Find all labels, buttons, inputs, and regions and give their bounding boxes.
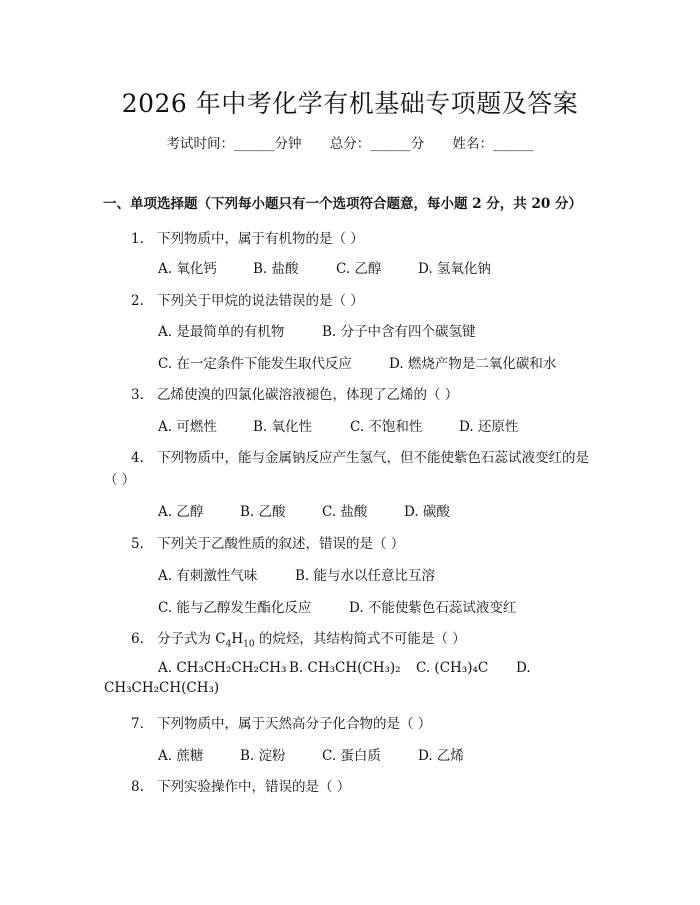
question-4-stem-continued: （ ） — [104, 472, 136, 488]
option-d: D. 不能使紫色石蕊试液变红 — [349, 600, 517, 616]
exam-title: 2026 年中考化学有机基础专项题及答案 — [121, 89, 579, 118]
question-3-options — [158, 415, 518, 435]
question-number: 7. — [131, 716, 144, 732]
question-stem-suffix: 的烷烃，其结构简式不可能是（ ） — [254, 631, 466, 647]
question-number: 3. — [131, 387, 144, 403]
question-8 — [131, 775, 350, 795]
question-6-option-d-continued: CH₃CH₂CH(CH₃) — [104, 680, 220, 696]
question-2 — [131, 289, 364, 309]
question-number: 6. — [131, 631, 144, 647]
question-6 — [131, 627, 466, 650]
option-a: A. 可燃性 — [158, 419, 217, 435]
option-b: B. 能与水以任意比互溶 — [295, 568, 436, 584]
question-7 — [131, 712, 431, 732]
option-b: B. CH₃CH(CH₃)₂ — [289, 660, 401, 676]
option-a: A. CH₃CH₂CH₂CH₃ — [158, 660, 287, 676]
question-number: 2. — [131, 293, 144, 309]
question-2-options-row1 — [158, 320, 476, 340]
option-c: C. 不饱和性 — [350, 419, 423, 435]
question-stem: 下列关于甲烷的说法错误的是（ ） — [157, 293, 364, 309]
option-b: B. 氧化性 — [253, 419, 313, 435]
question-number: 8. — [131, 779, 144, 795]
question-number: 1. — [131, 231, 144, 247]
option-b: B. 分子中含有四个碳氢键 — [322, 324, 476, 340]
question-5-options-row1 — [158, 564, 435, 584]
option-c: C. 在一定条件下能发生取代反应 — [158, 356, 352, 372]
option-a: A. 氧化钙 — [158, 261, 217, 277]
question-stem: 下列关于乙酸性质的叙述，错误的是（ ） — [157, 536, 405, 552]
option-c: C. 能与乙醇发生酯化反应 — [158, 600, 312, 616]
exam-meta — [0, 132, 700, 152]
section-heading: 一、单项选择题（下列每小题只有一个选项符合题意，每小题 2 分，共 20 分） — [103, 196, 582, 212]
molecular-formula: $C_4H_{10}$ — [215, 631, 255, 650]
option-a: A. 是最简单的有机物 — [158, 324, 285, 340]
exam-time-field: 考试时间：______分钟 — [166, 136, 302, 152]
option-a: A. 蔗糖 — [158, 748, 204, 764]
question-stem: 下列物质中，能与金属钠反应产生氢气，但不能使紫色石蕊试液变红的是 — [157, 450, 589, 466]
question-4-options — [158, 500, 450, 520]
question-6-options — [158, 660, 531, 676]
option-d: D. — [516, 660, 531, 676]
question-stem: 下列物质中，属于有机物的是（ ） — [157, 231, 364, 247]
option-c: C. 盐酸 — [322, 504, 368, 520]
question-number: 4. — [131, 450, 144, 466]
question-1-options — [158, 257, 491, 277]
option-d: D. 碳酸 — [404, 504, 450, 520]
question-number: 5. — [131, 536, 144, 552]
option-d: D. 氢氧化钠 — [418, 261, 491, 277]
option-a: A. 乙醇 — [158, 504, 204, 520]
question-1 — [131, 227, 364, 247]
option-b: B. 乙酸 — [240, 504, 286, 520]
student-name-field: 姓名：______ — [452, 136, 534, 152]
question-stem-prefix: 分子式为 — [157, 631, 216, 647]
question-3 — [131, 383, 458, 403]
question-stem: 乙烯使溴的四氯化碳溶液褪色，体现了乙烯的（ ） — [157, 387, 459, 403]
question-5-options-row2 — [158, 596, 516, 616]
option-c: C. 乙醇 — [336, 261, 382, 277]
option-d: D. 还原性 — [459, 419, 519, 435]
question-stem: 下列物质中，属于天然高分子化合物的是（ ） — [157, 716, 432, 732]
question-7-options — [158, 744, 464, 764]
option-d: D. 乙烯 — [418, 748, 464, 764]
question-5 — [131, 532, 404, 552]
option-d: D. 燃烧产物是二氧化碳和水 — [389, 356, 557, 372]
option-b: B. 淀粉 — [240, 748, 286, 764]
question-stem: 下列实验操作中，错误的是（ ） — [157, 779, 351, 795]
option-a: A. 有刺激性气味 — [158, 568, 258, 584]
question-4 — [131, 446, 589, 466]
option-c: C. 蛋白质 — [322, 748, 381, 764]
question-2-options-row2 — [158, 352, 556, 372]
option-b: B. 盐酸 — [253, 261, 299, 277]
option-c: C. (CH₃)₄C — [416, 660, 489, 676]
total-score-field: 总分：______分 — [329, 136, 425, 152]
